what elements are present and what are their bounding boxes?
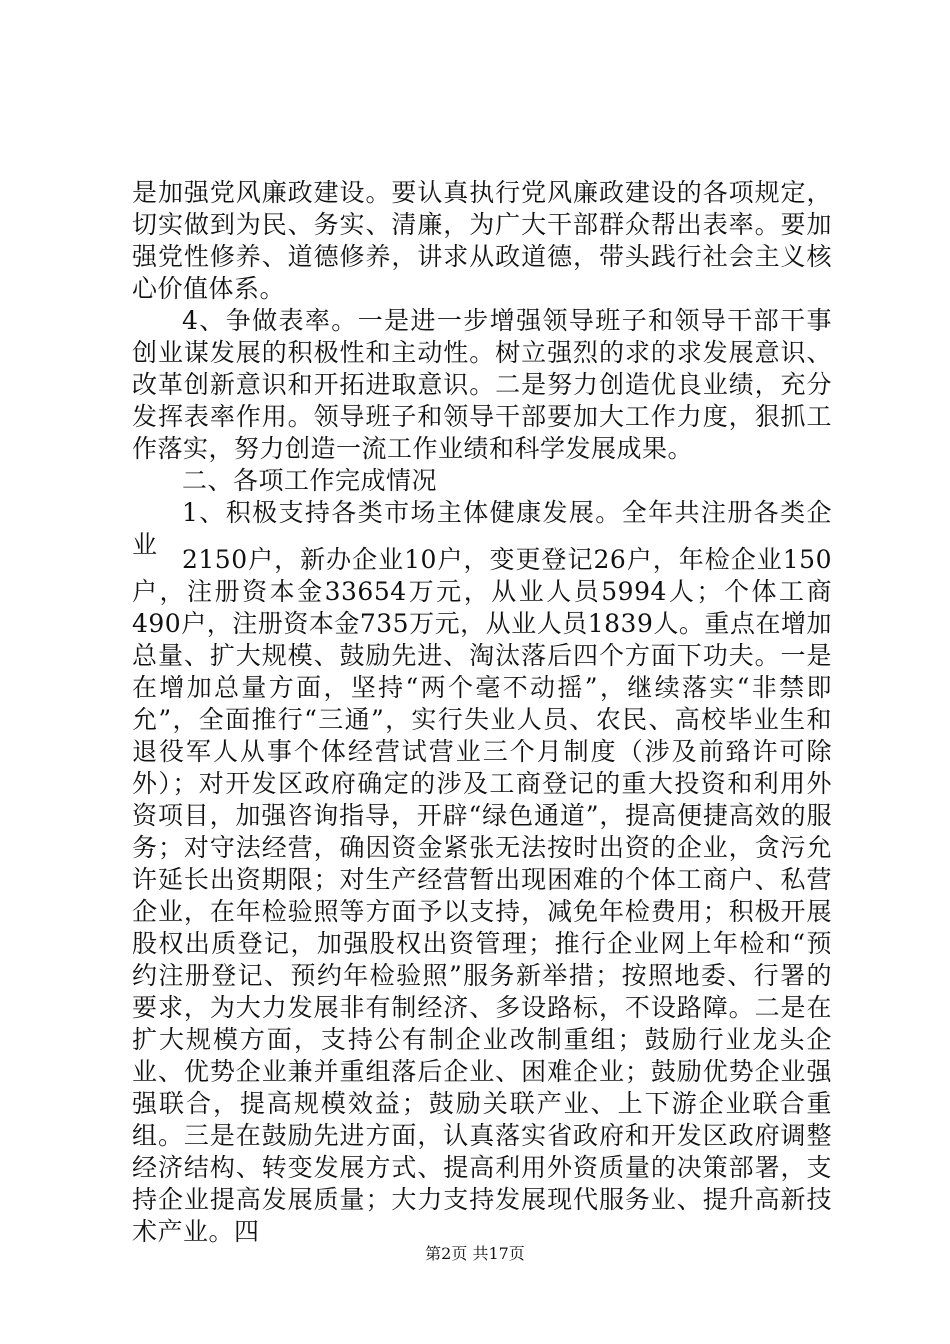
text-block-bottom [132, 544, 832, 1248]
paragraph: 4、争做表率。一是进一步增强领导班子和领导干部干事创业谋发展的积极性和主动性。树立强烈的求的求发展意识、改革创新意识和开拓进取意识。二是努力创造优良业绩，充分发挥表率作用。领导班子和领导干部要加大工作力度，狠抓工作落实，努力创造一流工作业绩和科学发展成果。 [132, 306, 832, 463]
section-heading: 二、各项工作完成情况 [182, 466, 438, 495]
paragraph: 是加强党风廉政建设。要认真执行党风廉政建设的各项规定，切实做到为民、务实、清廉，为广大干部群众帮出表率。要加强党性修养、道德修养，讲求从政道德，带头践行社会主义核心价值体系。 [132, 178, 832, 303]
text-block-top [132, 177, 832, 561]
paragraph: 2150户，新办企业10户，变更登记26户，年检企业150户，注册资本金33654万元，从业人员5994人；个体工商490户，注册资本金735万元，从业人员1839人。重点在增加总量、扩大规模、鼓励先进、淘汰落后四个方面下功夫。一是在增加总量方面，坚持“两个毫不动摇”，继续落实“非禁即允”，全面推行“三通”，实行失业人员、农民、高校毕业生和退役军人从事个体经营试营业三个月制度（涉及前臵许可除外）；对开发区政府确定的涉及工商登记的重大投资和利用外资项目，加强咨询指导，开辟“绿色通道”，提高便捷高效的服务；对守法经营，确因资金紧张无法按时出资的企业，贪污允许延长出资期限；对生产经营暂出现困难的个体工商户、私营企业，在年检验照等方面予以支持，减免年检费用；积极开展股权出质登记，加强股权出资管理；推行企业网上年检和“预约注册登记、预约年检验照”服务新举措；按照地委、行署的要求，为大力发展非有制经济、多设路标，不设路障。二是在扩大规模方面，支持公有制企业改制重组；鼓励行业龙头企业、优势企业兼并重组落后企业、困难企业；鼓励优势企业强强联合，提高规模效益；鼓励关联产业、上下游企业联合重组。三是在鼓励先进方面，认真落实省政府和开发区政府调整经济结构、转变发展方式、提高利用外资质量的决策部署，支持企业提高发展质量；大力支持发展现代服务业、提升高新技术产业。四 [132, 545, 832, 1246]
page-number-footer: 第2页 共17页 [425, 1244, 525, 1263]
paragraph: 1、积极支持各类市场主体健康发展。全年共注册各类企业 [132, 498, 832, 559]
